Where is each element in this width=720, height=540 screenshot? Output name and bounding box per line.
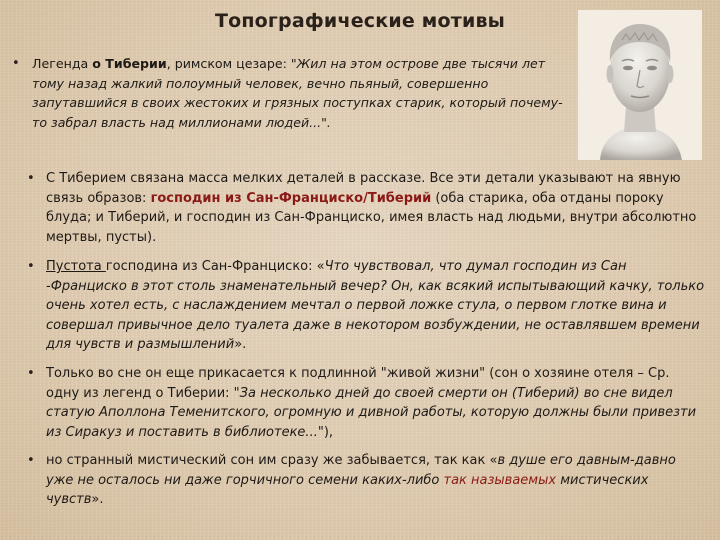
page-title: Топографические мотивы [214,10,506,32]
legend-lead-text-2: , римском цезаре: [166,56,291,71]
bullet-image-connection [46,169,701,247]
forgotten-quote-2: мистических чувств [46,472,649,507]
bullet-emptiness [46,257,706,355]
legend-quote: "Жил на этом острове две тысячи лет тому назад жалкий полоумный человек, вечно пьяный, совершенно запутавшийся в своих жестоких и грязных поступках старик, который почему-то забрал власть над миллионами людей...". [32,56,563,130]
forgotten-text-2: ». [91,492,104,507]
tiberius-bust-image [578,10,702,160]
bullet-marker: • [27,259,35,274]
forgotten-text: но странный мистический сон им сразу же забывается, так как « [46,453,498,468]
emptiness-underlined: Пустота [46,259,106,274]
bullet-marker: • [12,56,20,71]
bullet-marker: • [27,366,35,381]
emptiness-quote: Что чувствовал, что думал господин из Сан -Франциско в этот столь знаменательный вечер? Он, как всякий испытывающий качку, только очень хотел есть, с наслаждением мечтал о первой ложке стула, о первом глотке вина и совершал привычное дело туалета даже в некотором возбуждении, не оставлявшем времени для чувств и размышлений [46,259,705,352]
bullet-living-life-dream [46,364,706,442]
bullet-tiberius-legend [32,54,577,132]
connection-text: С Тиберием связана масса мелких деталей в рассказе. Все эти детали указывают на явную связь образов: [46,171,681,206]
bust-illustration [578,10,702,160]
forgotten-quote: в душе его давным-давно уже не осталось ни даже горчичного семени каких-либо [46,453,676,488]
forgotten-highlight: так называемых [443,472,557,488]
emptiness-text-2: ». [234,337,247,352]
connection-text-2: (оба старика, оба отданы пороку блуда; и Тиберий, и господин из Сан-Франциско, имея власть над людьми, внутри абсолютно мертвы, пусты). [46,190,697,245]
legend-subject: о Тиберии [92,56,167,71]
legend-lead-text: Легенда [32,56,93,71]
bullet-marker: • [27,171,35,186]
emptiness-text: господина из Сан-Франциско: « [105,259,325,274]
connection-highlight: господин из Сан-Франциско/Тиберий [150,190,432,206]
dream-text: Только во сне он еще прикасается к подлинной "живой жизни" (сон о хозяине отеля – Ср. одну из легенд о Тиберии: [46,366,670,401]
bullet-forgotten-dream [46,451,706,510]
bullet-marker: • [27,453,35,468]
dream-text-2: "), [317,424,334,440]
dream-quote: "За несколько дней до своей смерти он (Тиберий) во сне видел статую Аполлона Теменитского, огромную и дивной работы, которую должны были привезти из Сиракуз и поставить в библиотеке... [46,385,697,440]
